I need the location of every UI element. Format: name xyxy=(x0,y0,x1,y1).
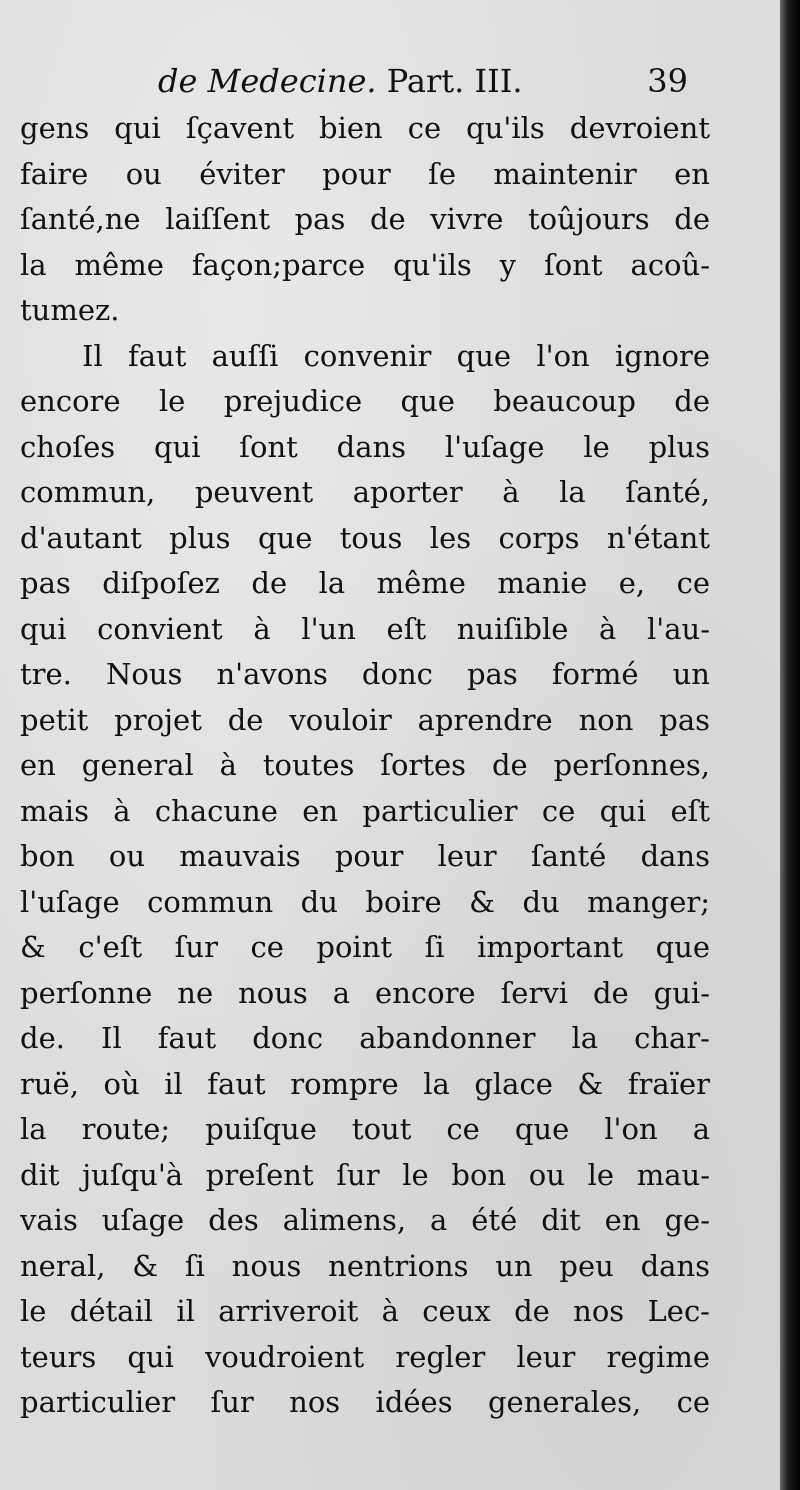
text-line: Il faut auſſi convenir que l'on ignore xyxy=(82,338,710,373)
scan-edge-shadow xyxy=(780,0,800,1490)
page-number: 39 xyxy=(647,62,688,100)
text-line: d'autant plus que tous les corps n'étant xyxy=(20,520,710,555)
text-line: faire ou éviter pour ſe maintenir en xyxy=(20,156,710,191)
text-line: encore le prejudice que beaucoup de xyxy=(20,384,710,418)
text-line: la route; puiſque tout ce que l'on a xyxy=(20,1112,710,1146)
text-line: ſanté,ne laiſſent pas de vivre toûjours de xyxy=(20,202,710,236)
text-line: petit projet de vouloir aprendre non pas xyxy=(20,702,710,737)
text-line: dit juſqu'à preſent ſur le bon ou le mau- xyxy=(20,1157,710,1192)
text-line: en general à toutes ſortes de perſonnes, xyxy=(20,748,710,782)
text-line: perſonne ne nous a encore ſervi de gui- xyxy=(20,975,710,1010)
running-title-italic: de Medecine. xyxy=(158,62,377,100)
text-line: tumez. xyxy=(20,293,120,327)
text-line: le détail il arriveroit à ceux de nos Lec- xyxy=(20,1294,710,1328)
text-line: gens qui ſçavent bien ce qu'ils devroient xyxy=(20,111,710,145)
text-line: commun, peuvent aporter à la ſanté, xyxy=(20,475,710,509)
text-line: tre. Nous n'avons donc pas formé un xyxy=(20,657,710,691)
text-line: bon ou mauvais pour leur ſanté dans xyxy=(20,839,710,873)
text-line: mais à chacune en particulier ce qui eſt xyxy=(20,793,710,828)
text-line: pas diſpoſez de la même manie e, ce xyxy=(20,566,710,600)
text-line: vais uſage des alimens, a été dit en ge- xyxy=(20,1203,710,1237)
running-title xyxy=(158,62,523,100)
text-line: la même façon;parce qu'ils y ſont acoû- xyxy=(20,247,710,282)
text-line: l'uſage commun du boire & du manger; xyxy=(20,884,710,919)
page-header xyxy=(158,62,688,110)
text-line: qui convient à l'un eſt nuiſible à l'au- xyxy=(20,611,710,646)
body-text xyxy=(20,106,710,1426)
text-line: de. Il faut donc abandonner la char- xyxy=(20,1021,710,1055)
text-line: ruë, où il faut rompre la glace & fraïer xyxy=(20,1066,710,1101)
text-line: choſes qui ſont dans l'uſage le plus xyxy=(20,429,710,464)
text-line: neral, & ſi nous nentrions un peu dans xyxy=(20,1248,710,1283)
text-line: particulier ſur nos idées generales, ce xyxy=(20,1385,710,1419)
text-line: & c'eſt ſur ce point ſi important que xyxy=(20,930,710,964)
running-title-part: Part. III. xyxy=(386,62,523,100)
text-line: teurs qui voudroient regler leur regime xyxy=(20,1339,710,1374)
